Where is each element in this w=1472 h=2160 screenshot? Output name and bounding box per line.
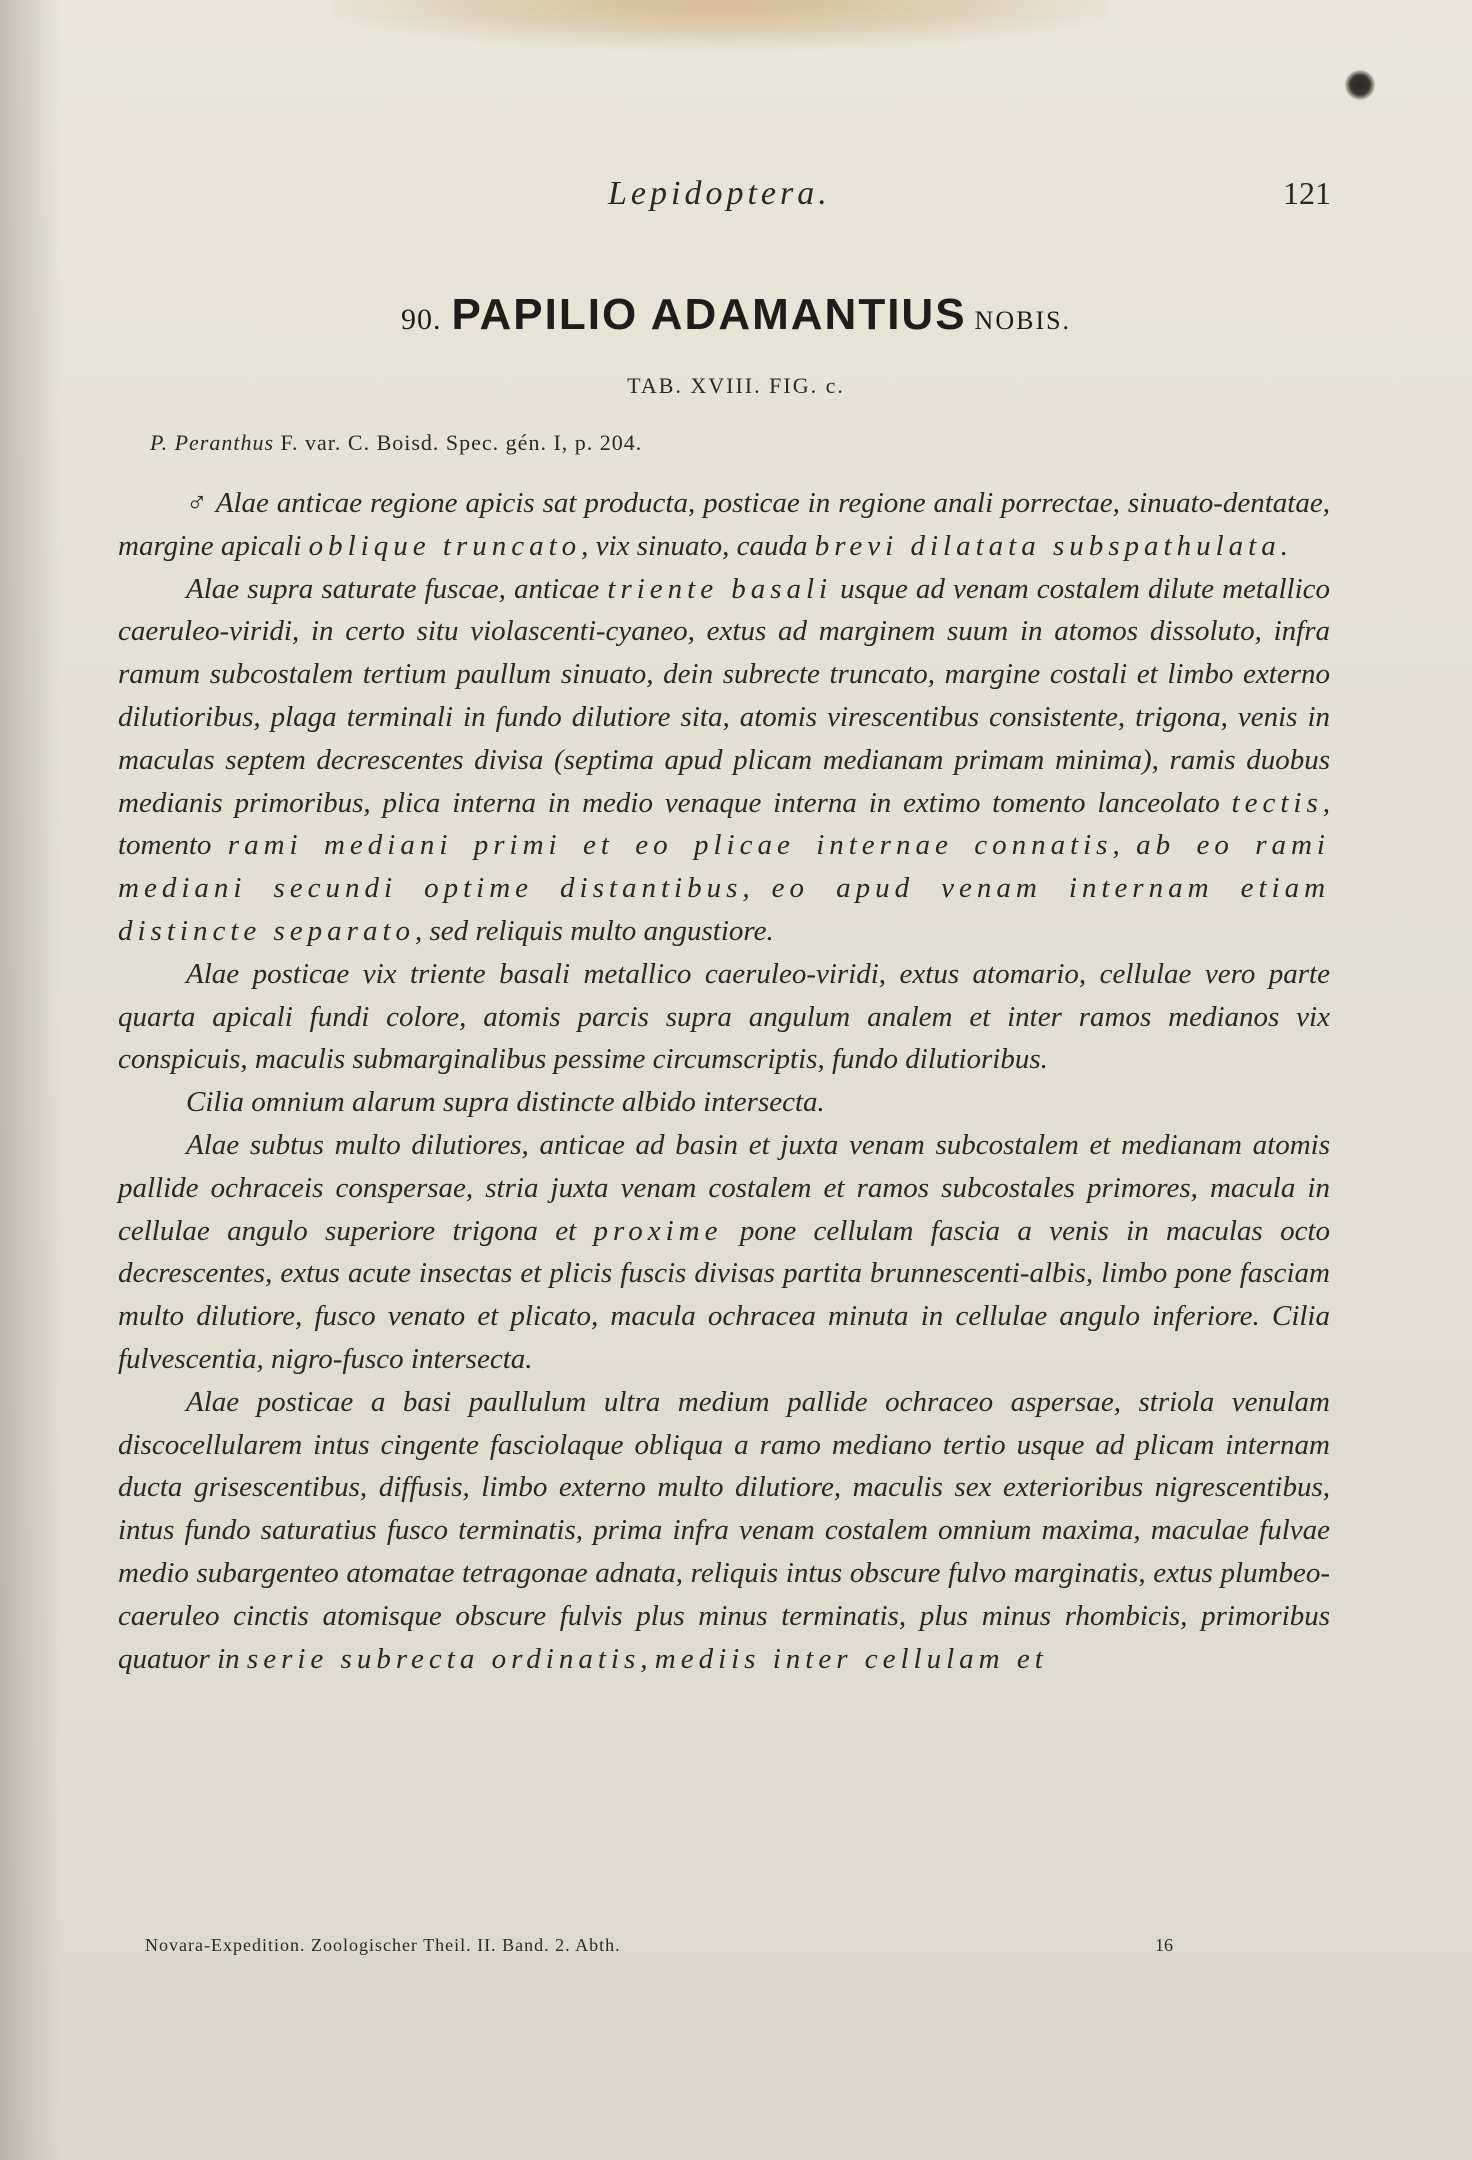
synonym-species: P. Peranthus [150, 430, 275, 455]
running-title: Lepidoptera. [608, 175, 831, 212]
text-span: Alae supra saturate fuscae, anticae [186, 572, 608, 605]
description-paragraph [118, 1081, 1330, 1124]
text-span: ♂ Alae anticae regione apicis sat producta, posticae in regione anali porrectae, sinuato-dentatae, margine apicali [118, 487, 1330, 562]
text-span: Alae posticae vix triente basali metallico caeruleo-viridi, extus atomario, cellulae vero parte quarta apicali fundi colore, atomis parcis supra angulum analem et inter ramos medianos vix conspicuis, maculis submarginalibus pessime circumscriptis, fundo dilutioribus. [118, 957, 1330, 1076]
ink-spot [1345, 70, 1375, 100]
text-span: , vix sinuato, cauda [581, 529, 815, 562]
text-span: Alae subtus multo dilutiores, anticae ad basin et juxta venam subcostalem et medianam atomis pallide ochraceis conspersae, stria juxta venam costalem et ramos subcostales primores, macula in cellulae angulo superiore trigona et [118, 1128, 1330, 1247]
spaced-text-span: serie subrecta ordinatis [246, 1642, 641, 1675]
footer-signature: 16 [1155, 1935, 1173, 1955]
species-number: 90. [400, 303, 442, 336]
spaced-text-span: oblique truncato [308, 529, 582, 562]
page-footer [0, 1935, 1472, 1965]
description-text [118, 482, 1330, 1680]
description-paragraph [118, 1124, 1330, 1381]
paper-stain [330, 0, 1110, 50]
spaced-text-span: eo apud venam internam etiam distincte separato [118, 872, 1331, 947]
text-span: , [640, 1642, 655, 1675]
page-number: 121 [1283, 175, 1331, 211]
text-span: Cilia omnium alarum supra distincte albido intersecta. [186, 1086, 825, 1119]
description-paragraph [118, 482, 1330, 568]
text-span: , [742, 872, 772, 905]
species-heading [0, 290, 1472, 340]
description-paragraph [118, 1381, 1330, 1681]
description-paragraph [118, 568, 1330, 953]
text-span: . [1280, 529, 1288, 562]
synonym-citation [150, 430, 642, 456]
text-span: , tomento [118, 786, 1330, 862]
footer-publication: Novara-Expedition. Zoologischer Theil. II. Band. 2. Abth. [145, 1935, 621, 1955]
description-paragraph [118, 953, 1330, 1081]
page-header [0, 175, 1472, 225]
spaced-text-span: brevi dilatata subspathulata [814, 529, 1281, 562]
text-span: , sed reliquis multo angustiore. [415, 914, 774, 947]
text-span: usque ad venam costalem dilute metallico caeruleo-viridi, in certo situ violascenti-cyaneo, extus ad marginem suum in atomos dissoluto, infra ramum subcostalem tertium paullum sinuato, dein subrecte truncato, margine costali et limbo externo dilutioribus, plaga terminali in fundo dilutiore sita, atomis virescentibus consistente, trigona, venis in maculas septem decrescentes divisa (septima apud plicam medianam primam minima), ramis duobus medianis primoribus, plica interna in medio venaque interna in extimo tomento lanceolato [118, 572, 1330, 819]
text-span: , [1112, 829, 1137, 862]
species-name: PAPILIO ADAMANTIUS [451, 290, 967, 339]
spaced-text-span: triente basali [607, 572, 833, 605]
spaced-text-span: tectis [1231, 786, 1323, 819]
spaced-text-span: mediis inter cellulam et [654, 1642, 1048, 1675]
spaced-text-span: rami mediani primi et eo plicae internae connatis [227, 829, 1113, 862]
species-author: NOBIS. [974, 306, 1072, 335]
text-span: Alae posticae a basi paullulum ultra medium pallide ochraceo aspersae, striola venulam discocellularem intus cingente fasciolaque obliqua a ramo mediano tertio usque ad plicam internam ducta grisescentibus, diffusis, limbo externo multo dilutiore, maculis sex exterioribus nigrescentibus, intus fundo saturatius fusco terminatis, prima infra venam costalem omnium maxima, maculae fulvae medio subargenteo atomatae tetragonae adnata, reliquis intus obscure fulvo marginatis, extus plumbeo-caeruleo cinctis atomisque obscure fulvis plus minus terminatis, plus minus rhombicis, primoribus quatuor in [118, 1385, 1330, 1675]
plate-reference: TAB. XVIII. FIG. c. [627, 373, 845, 398]
text-span: pone cellulam fascia a venis in maculas octo decrescentes, extus acute insectas et plicis fuscis divisas partita brunnescenti-albis, limbo pone fasciam multo dilutiore, fusco venato et plicato, macula ochracea minuta in cellulae angulo inferiore. Cilia fulvescentia, nigro-fusco intersecta. [118, 1214, 1330, 1375]
spaced-text-span: proxime [593, 1214, 723, 1247]
synonym-reference: F. var. C. Boisd. Spec. gén. I, p. 204. [280, 430, 643, 455]
spaced-text-span: ab eo rami mediani secundi optime distantibus [118, 829, 1330, 905]
